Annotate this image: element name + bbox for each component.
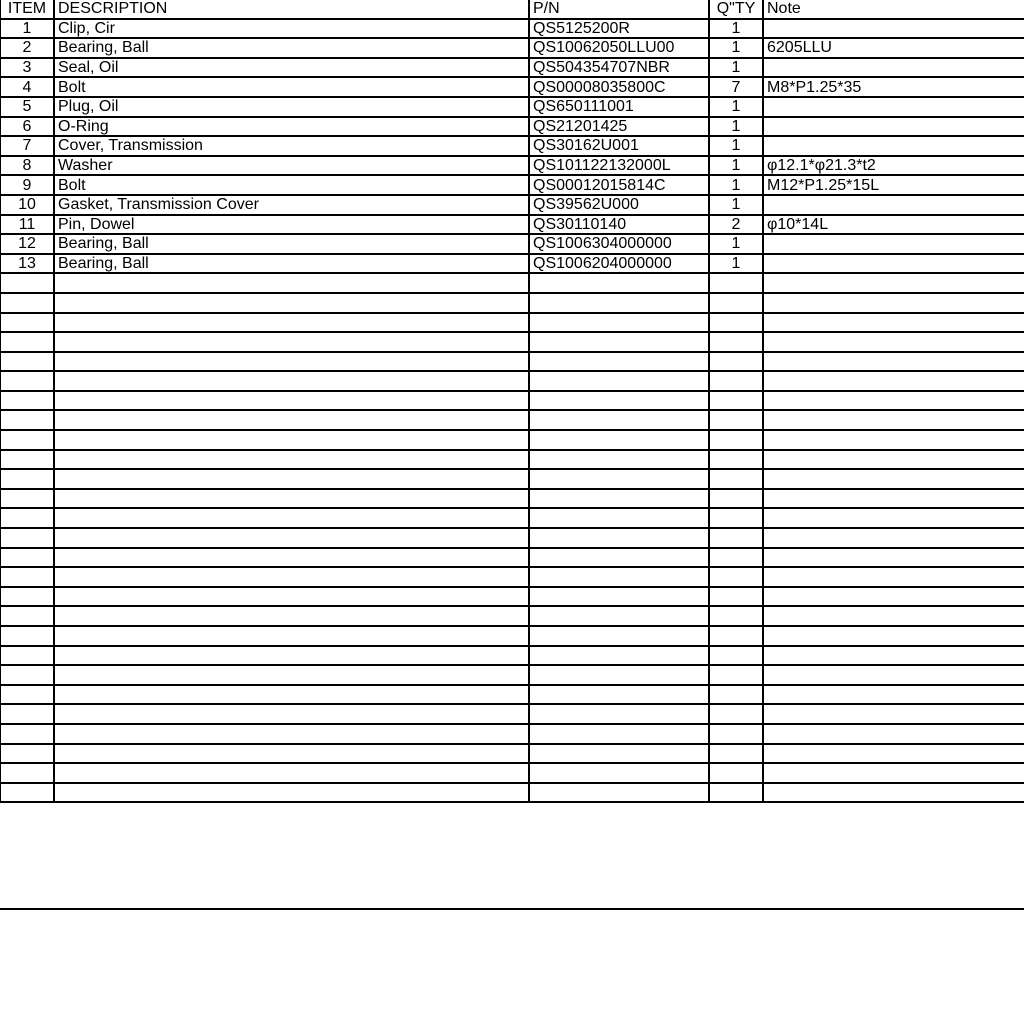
cell-qty: 2 [709, 215, 763, 235]
cell-item: 3 [0, 58, 54, 78]
cell-pn [529, 332, 709, 352]
table-row [0, 528, 1024, 548]
cell-qty [709, 313, 763, 333]
cell-qty [709, 783, 763, 803]
header-pn: P/N [529, 0, 709, 19]
cell-pn [529, 606, 709, 626]
cell-note [763, 391, 1024, 411]
cell-item: 2 [0, 38, 54, 58]
cell-pn [529, 685, 709, 705]
cell-qty [709, 665, 763, 685]
cell-description [54, 665, 529, 685]
cell-note [763, 313, 1024, 333]
cell-note [763, 528, 1024, 548]
cell-item: 10 [0, 195, 54, 215]
cell-note [763, 273, 1024, 293]
cell-item: 6 [0, 117, 54, 137]
cell-qty [709, 410, 763, 430]
table-row [0, 567, 1024, 587]
cell-pn [529, 469, 709, 489]
cell-qty [709, 352, 763, 372]
cell-item [0, 332, 54, 352]
cell-note [763, 332, 1024, 352]
cell-description: Bearing, Ball [54, 234, 529, 254]
cell-pn [529, 665, 709, 685]
cell-note [763, 234, 1024, 254]
cell-note [763, 567, 1024, 587]
cell-description: Clip, Cir [54, 19, 529, 39]
cell-item: 4 [0, 77, 54, 97]
cell-qty: 1 [709, 195, 763, 215]
table-row [0, 254, 1024, 274]
cell-note: 6205LLU [763, 38, 1024, 58]
cell-note [763, 450, 1024, 470]
bottom-rule [0, 908, 1024, 910]
cell-item [0, 273, 54, 293]
cell-description: Bolt [54, 77, 529, 97]
cell-pn: QS504354707NBR [529, 58, 709, 78]
cell-item [0, 704, 54, 724]
cell-note [763, 19, 1024, 39]
cell-note [763, 783, 1024, 803]
cell-description [54, 763, 529, 783]
table-row [0, 136, 1024, 156]
cell-note [763, 352, 1024, 372]
cell-qty [709, 704, 763, 724]
header-qty: Q"TY [709, 0, 763, 19]
table-row [0, 469, 1024, 489]
table-row [0, 38, 1024, 58]
table-row [0, 215, 1024, 235]
cell-description: Cover, Transmission [54, 136, 529, 156]
cell-qty [709, 293, 763, 313]
header-item: ITEM [0, 0, 54, 19]
cell-description [54, 371, 529, 391]
cell-description [54, 332, 529, 352]
cell-description [54, 352, 529, 372]
cell-pn [529, 293, 709, 313]
table-row [0, 410, 1024, 430]
cell-pn: QS650111001 [529, 97, 709, 117]
cell-item [0, 587, 54, 607]
cell-description [54, 606, 529, 626]
cell-item [0, 665, 54, 685]
cell-description [54, 410, 529, 430]
cell-note [763, 606, 1024, 626]
cell-description [54, 450, 529, 470]
cell-item: 7 [0, 136, 54, 156]
cell-qty [709, 508, 763, 528]
cell-item [0, 626, 54, 646]
table-row [0, 19, 1024, 39]
cell-description [54, 744, 529, 764]
table-row [0, 332, 1024, 352]
cell-note [763, 587, 1024, 607]
cell-description [54, 508, 529, 528]
cell-description: Pin, Dowel [54, 215, 529, 235]
cell-item [0, 293, 54, 313]
cell-pn [529, 450, 709, 470]
table-row [0, 117, 1024, 137]
cell-item: 9 [0, 175, 54, 195]
cell-pn [529, 704, 709, 724]
cell-qty [709, 646, 763, 666]
cell-pn: QS30162U001 [529, 136, 709, 156]
cell-pn: QS101122132000L [529, 156, 709, 176]
cell-qty: 1 [709, 234, 763, 254]
cell-pn [529, 646, 709, 666]
cell-qty [709, 489, 763, 509]
cell-pn [529, 763, 709, 783]
table-row [0, 665, 1024, 685]
cell-note [763, 508, 1024, 528]
cell-note [763, 646, 1024, 666]
cell-note [763, 763, 1024, 783]
table-row [0, 587, 1024, 607]
cell-description [54, 469, 529, 489]
cell-pn [529, 508, 709, 528]
cell-note [763, 626, 1024, 646]
cell-pn [529, 410, 709, 430]
cell-pn: QS21201425 [529, 117, 709, 137]
cell-description [54, 704, 529, 724]
cell-item: 5 [0, 97, 54, 117]
cell-item: 12 [0, 234, 54, 254]
table-row [0, 646, 1024, 666]
cell-note [763, 548, 1024, 568]
cell-item [0, 606, 54, 626]
cell-description [54, 587, 529, 607]
cell-note [763, 469, 1024, 489]
table-row [0, 77, 1024, 97]
cell-note: φ10*14L [763, 215, 1024, 235]
cell-note [763, 489, 1024, 509]
cell-qty: 1 [709, 97, 763, 117]
table-row [0, 352, 1024, 372]
cell-note [763, 136, 1024, 156]
cell-description [54, 783, 529, 803]
cell-qty [709, 528, 763, 548]
table-row [0, 450, 1024, 470]
cell-item [0, 763, 54, 783]
cell-qty: 1 [709, 19, 763, 39]
cell-qty [709, 371, 763, 391]
table-row [0, 58, 1024, 78]
cell-item [0, 352, 54, 372]
cell-qty [709, 567, 763, 587]
cell-item [0, 685, 54, 705]
cell-item [0, 391, 54, 411]
cell-note [763, 410, 1024, 430]
cell-note [763, 293, 1024, 313]
parts-list-body [0, 19, 1024, 803]
cell-description: Bearing, Ball [54, 254, 529, 274]
header-row [0, 0, 1024, 19]
table-row [0, 685, 1024, 705]
cell-pn [529, 724, 709, 744]
cell-note: φ12.1*φ21.3*t2 [763, 156, 1024, 176]
cell-qty [709, 763, 763, 783]
cell-qty [709, 587, 763, 607]
cell-note [763, 744, 1024, 764]
cell-note [763, 724, 1024, 744]
cell-pn: QS00012015814C [529, 175, 709, 195]
table-row [0, 234, 1024, 254]
table-row [0, 704, 1024, 724]
table-row [0, 156, 1024, 176]
cell-item [0, 489, 54, 509]
cell-description: Seal, Oil [54, 58, 529, 78]
table-row [0, 371, 1024, 391]
cell-qty: 1 [709, 38, 763, 58]
cell-qty [709, 744, 763, 764]
table-row [0, 195, 1024, 215]
cell-description [54, 293, 529, 313]
cell-item [0, 724, 54, 744]
cell-description [54, 489, 529, 509]
table-row [0, 313, 1024, 333]
cell-item [0, 469, 54, 489]
cell-qty [709, 469, 763, 489]
cell-pn [529, 371, 709, 391]
header-description: DESCRIPTION [54, 0, 529, 19]
cell-description [54, 430, 529, 450]
cell-description [54, 273, 529, 293]
cell-pn: QS00008035800C [529, 77, 709, 97]
cell-note [763, 685, 1024, 705]
cell-description: Washer [54, 156, 529, 176]
cell-qty [709, 273, 763, 293]
cell-note [763, 195, 1024, 215]
table-row [0, 626, 1024, 646]
cell-item [0, 783, 54, 803]
cell-note [763, 97, 1024, 117]
cell-note: M8*P1.25*35 [763, 77, 1024, 97]
cell-note [763, 430, 1024, 450]
table-row [0, 548, 1024, 568]
cell-qty: 1 [709, 156, 763, 176]
cell-note [763, 371, 1024, 391]
cell-qty: 7 [709, 77, 763, 97]
cell-note [763, 665, 1024, 685]
table-row [0, 175, 1024, 195]
cell-qty: 1 [709, 117, 763, 137]
cell-item [0, 528, 54, 548]
cell-qty [709, 430, 763, 450]
cell-description [54, 724, 529, 744]
cell-note [763, 117, 1024, 137]
cell-item: 13 [0, 254, 54, 274]
table-row [0, 606, 1024, 626]
cell-pn: QS5125200R [529, 19, 709, 39]
cell-qty: 1 [709, 254, 763, 274]
cell-qty [709, 724, 763, 744]
cell-description [54, 626, 529, 646]
cell-item [0, 430, 54, 450]
cell-description [54, 391, 529, 411]
cell-qty [709, 332, 763, 352]
cell-qty: 1 [709, 136, 763, 156]
cell-pn [529, 587, 709, 607]
table-row [0, 763, 1024, 783]
table-row [0, 430, 1024, 450]
cell-qty: 1 [709, 175, 763, 195]
cell-pn [529, 528, 709, 548]
cell-pn [529, 391, 709, 411]
cell-note: M12*P1.25*15L [763, 175, 1024, 195]
cell-pn: QS1006304000000 [529, 234, 709, 254]
cell-description [54, 567, 529, 587]
cell-item [0, 313, 54, 333]
cell-item [0, 508, 54, 528]
table-row [0, 508, 1024, 528]
header-note: Note [763, 0, 1024, 19]
cell-item [0, 371, 54, 391]
cell-description: Plug, Oil [54, 97, 529, 117]
cell-pn [529, 489, 709, 509]
cell-item [0, 567, 54, 587]
cell-pn [529, 313, 709, 333]
cell-qty [709, 450, 763, 470]
cell-pn: QS30110140 [529, 215, 709, 235]
cell-qty [709, 548, 763, 568]
table-row [0, 97, 1024, 117]
cell-item [0, 450, 54, 470]
cell-pn: QS1006204000000 [529, 254, 709, 274]
table-row [0, 391, 1024, 411]
cell-pn [529, 626, 709, 646]
cell-description [54, 528, 529, 548]
table-row [0, 293, 1024, 313]
cell-qty [709, 626, 763, 646]
cell-pn: QS39562U000 [529, 195, 709, 215]
cell-pn: QS10062050LLU00 [529, 38, 709, 58]
cell-description [54, 548, 529, 568]
cell-qty [709, 606, 763, 626]
cell-note [763, 254, 1024, 274]
cell-pn [529, 783, 709, 803]
cell-note [763, 704, 1024, 724]
table-row [0, 724, 1024, 744]
table-row [0, 489, 1024, 509]
cell-description: Bearing, Ball [54, 38, 529, 58]
cell-pn [529, 548, 709, 568]
cell-note [763, 58, 1024, 78]
cell-pn [529, 744, 709, 764]
cell-pn [529, 352, 709, 372]
cell-item: 11 [0, 215, 54, 235]
cell-item [0, 548, 54, 568]
cell-qty [709, 391, 763, 411]
cell-item [0, 646, 54, 666]
table-row [0, 273, 1024, 293]
cell-description [54, 646, 529, 666]
cell-pn [529, 567, 709, 587]
cell-qty [709, 685, 763, 705]
table-row [0, 783, 1024, 803]
cell-description [54, 313, 529, 333]
cell-item: 8 [0, 156, 54, 176]
cell-description: Gasket, Transmission Cover [54, 195, 529, 215]
cell-item [0, 744, 54, 764]
cell-item: 1 [0, 19, 54, 39]
cell-description: Bolt [54, 175, 529, 195]
cell-item [0, 410, 54, 430]
cell-pn [529, 273, 709, 293]
table-row [0, 744, 1024, 764]
cell-pn [529, 430, 709, 450]
cell-qty: 1 [709, 58, 763, 78]
cell-description: O-Ring [54, 117, 529, 137]
cell-description [54, 685, 529, 705]
